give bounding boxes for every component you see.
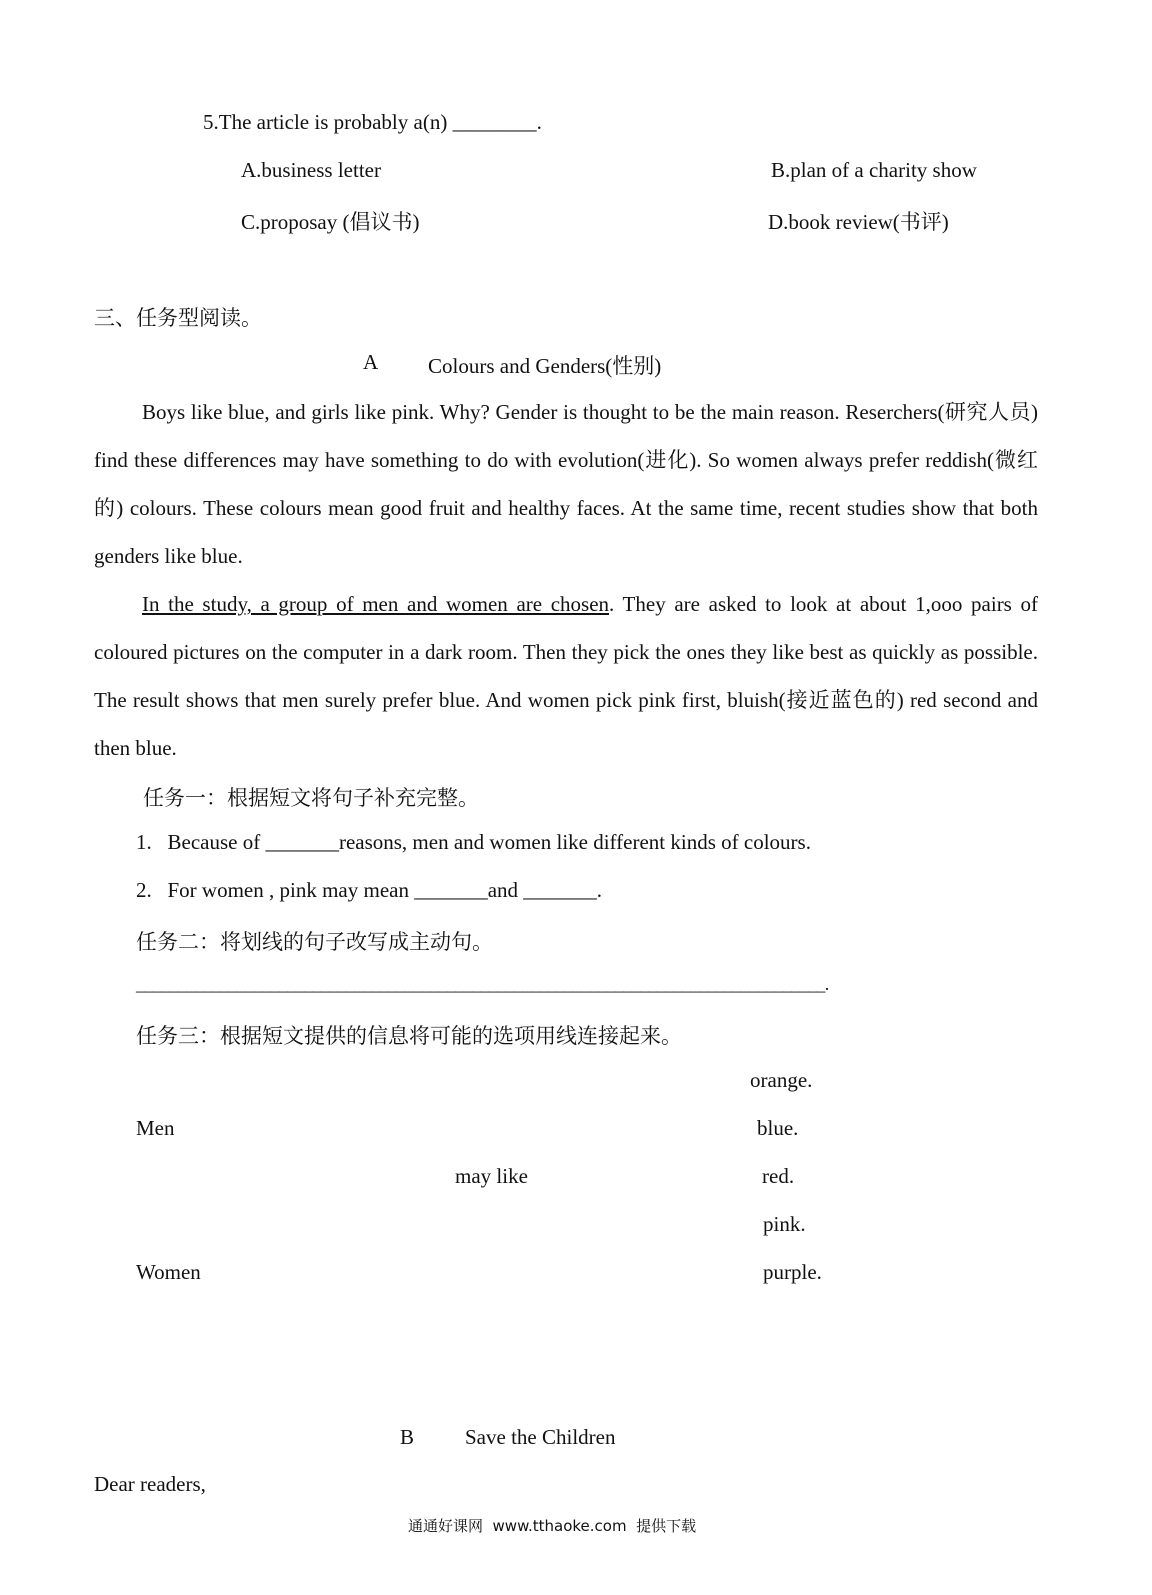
verb-may-like: may like [455, 1164, 528, 1188]
option-orange: orange. [750, 1068, 813, 1092]
task-3-heading: 任务三：根据短文提供的信息将可能的选项用线连接起来。 [136, 1024, 682, 1048]
passage-b-title: Save the Children [465, 1425, 616, 1449]
passage-b-greeting: Dear readers, [94, 1472, 206, 1496]
option-c: C.proposay (倡议书) [241, 210, 420, 234]
task-1-item-2: 2. For women , pink may mean _______and _______. [136, 878, 603, 902]
question-5-stem: 5.The article is probably a(n) ________. [203, 110, 542, 134]
option-d: D.book review(书评) [768, 210, 949, 234]
task-2-answer-line: __________________________________________________________________________________. [136, 974, 829, 994]
paragraph-1-text: Boys like blue, and girls like pink. Why? Gender is thought to be the main reason. Reserchers(研究人员) find these differences may have something to do with evolution(进化). So women always prefer reddish(微红的) colours. These colours mean good fruit and healthy faces. At the same time, recent studies show that both genders like blue. [94, 400, 1038, 568]
task-1-heading: 任务一：根据短文将句子补充完整。 [143, 786, 479, 810]
option-red: red. [762, 1164, 795, 1188]
task-2-heading: 任务二：将划线的句子改写成主动句。 [136, 930, 493, 954]
option-blue: blue. [757, 1116, 799, 1140]
task-1-item-1: 1. Because of _______reasons, men and women like different kinds of colours. [136, 830, 811, 854]
option-a: A.business letter [241, 158, 381, 182]
passage-b-letter: B [400, 1425, 415, 1449]
paragraph-2-text: . They are asked to look at about 1,ooo pairs of coloured pictures on the computer in a dark room. Then they pick the ones they like best as quickly as possible. The result shows that men surely prefer blue. And women pick pink first, bluish(接近蓝色的) red second and then blue. [94, 592, 1038, 760]
passage-a-paragraph-1 [94, 388, 1038, 580]
passage-a-paragraph-2 [94, 580, 1038, 772]
option-b: B.plan of a charity show [771, 158, 977, 182]
page-footer: 通通好课网 www.tthaoke.com 提供下载 [408, 1517, 697, 1535]
passage-a-letter: A [363, 350, 379, 374]
subject-men: Men [136, 1116, 175, 1140]
section-heading: 三、任务型阅读。 [94, 306, 262, 330]
underlined-sentence: In the study, a group of men and women are chosen [142, 592, 610, 616]
passage-a-title: Colours and Genders(性别) [428, 354, 662, 378]
option-pink: pink. [763, 1212, 806, 1236]
option-purple: purple. [763, 1260, 822, 1284]
subject-women: Women [136, 1260, 201, 1284]
